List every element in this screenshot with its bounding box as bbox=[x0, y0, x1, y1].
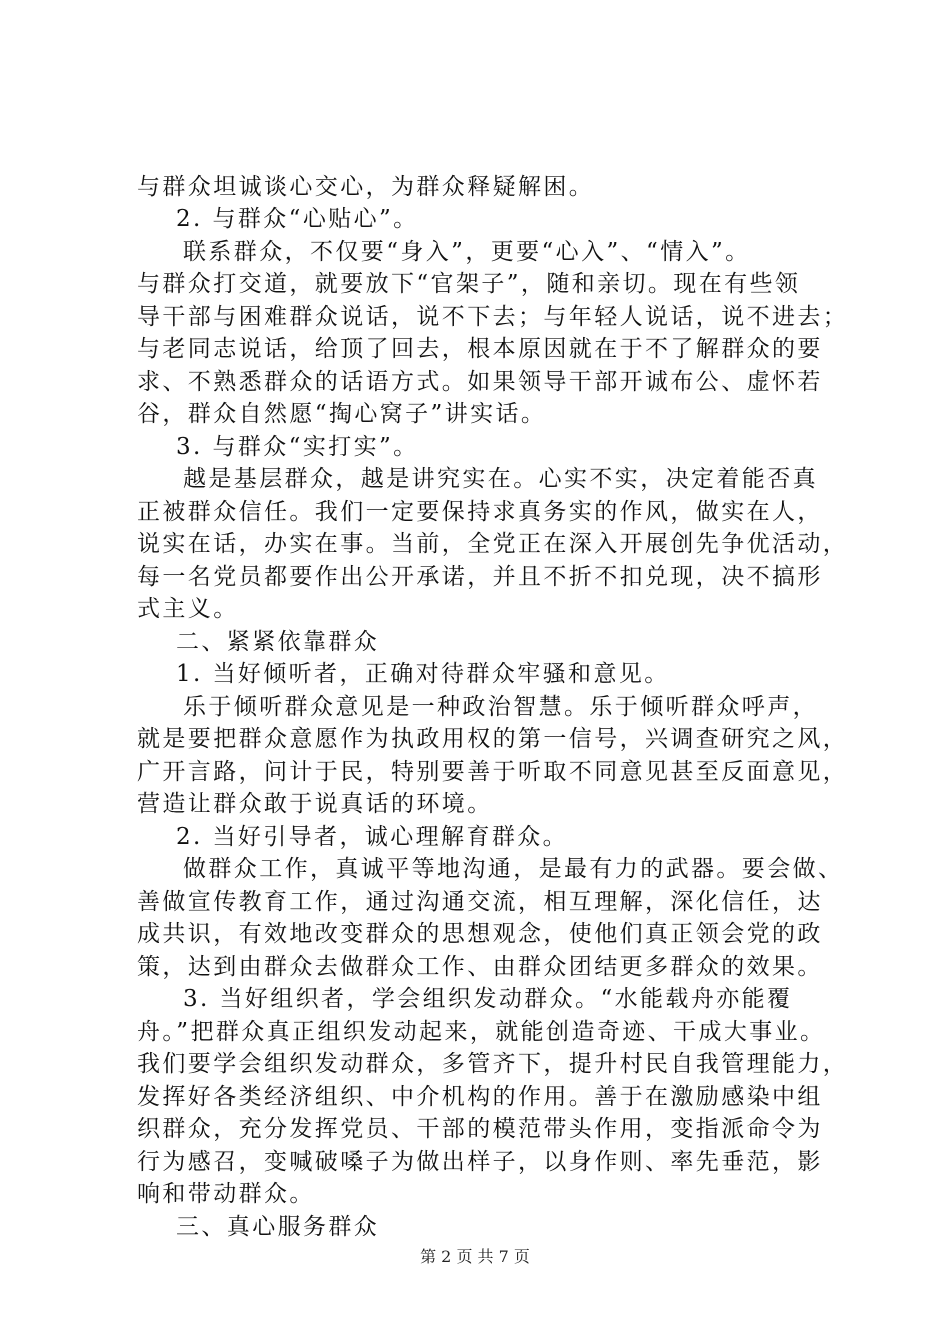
section-heading: 三、真心服务群众 bbox=[176, 1214, 380, 1240]
text-line: 每一名党员都要作出公开承诺，并且不折不扣兑现，决不搞形 bbox=[137, 564, 823, 590]
subheading-line: 3. 当好组织者，学会组织发动群众。“水能载舟亦能覆 bbox=[183, 986, 793, 1012]
subheading-line: 3. 与群众“实打实”。 bbox=[176, 434, 419, 460]
subheading-line: 2. 当好引导者，诚心理解育群众。 bbox=[176, 824, 569, 850]
text-line: 与群众坦诚谈心交心，为群众释疑解困。 bbox=[137, 174, 595, 200]
text-line: 与老同志说话，给顶了回去，根本原因就在于不了解群众的要 bbox=[137, 336, 823, 362]
text-line: 乐于倾听群众意见是一种政治智慧。乐于倾听群众呼声， bbox=[183, 694, 818, 720]
subheading-line: 2. 与群众“心贴心”。 bbox=[176, 206, 419, 232]
text-line: 营造让群众敢于说真话的环境。 bbox=[137, 791, 493, 817]
text-line: 求、不熟悉群众的话语方式。如果领导干部开诚布公、虚怀若 bbox=[137, 369, 823, 395]
section-heading: 二、紧紧依靠群众 bbox=[176, 629, 380, 655]
text-line: 我们要学会组织发动群众，多管齐下，提升村民自我管理能力， bbox=[137, 1051, 849, 1077]
text-line: 正被群众信任。我们一定要保持求真务实的作风，做实在人， bbox=[137, 499, 823, 525]
text-line: 联系群众，不仅要“身入”，更要“心入”、“情入”。 bbox=[183, 239, 751, 265]
text-line: 响和带动群众。 bbox=[137, 1181, 315, 1207]
text-line: 式主义。 bbox=[137, 596, 239, 622]
text-line: 织群众，充分发挥党员、干部的模范带头作用，变指派命令为 bbox=[137, 1116, 823, 1142]
page-number: 第 2 页 共 7 页 bbox=[420, 1247, 530, 1266]
text-line: 行为感召，变喊破嗓子为做出样子，以身作则、率先垂范，影 bbox=[137, 1149, 823, 1175]
text-line: 策，达到由群众去做群众工作、由群众团结更多群众的效果。 bbox=[137, 954, 823, 980]
text-line: 广开言路，问计于民，特别要善于听取不同意见甚至反面意见， bbox=[137, 759, 849, 785]
text-line: 成共识，有效地改变群众的思想观念，使他们真正领会党的政 bbox=[137, 921, 823, 947]
subheading-line: 1. 当好倾听者，正确对待群众牢骚和意见。 bbox=[176, 661, 670, 687]
page-footer bbox=[0, 1246, 950, 1268]
text-line: 导干部与困难群众说话，说不下去；与年轻人说话，说不进去； bbox=[137, 304, 849, 330]
text-line: 舟。”把群众真正组织发动起来，就能创造奇迹、干成大事业。 bbox=[137, 1019, 826, 1045]
text-line: 做群众工作，真诚平等地沟通，是最有力的武器。要会做、 bbox=[183, 856, 844, 882]
text-line: 就是要把群众意愿作为执政用权的第一信号，兴调查研究之风， bbox=[137, 726, 849, 752]
text-line: 谷，群众自然愿“掏心窝子”讲实话。 bbox=[137, 401, 547, 427]
text-line: 发挥好各类经济组织、中介机构的作用。善于在激励感染中组 bbox=[137, 1084, 823, 1110]
text-line: 与群众打交道，就要放下“官架子”，随和亲切。现在有些领 bbox=[137, 271, 801, 297]
text-line: 善做宣传教育工作，通过沟通交流，相互理解，深化信任，达 bbox=[137, 889, 823, 915]
text-line: 越是基层群众，越是讲究实在。心实不实，决定着能否真 bbox=[183, 466, 818, 492]
text-line: 说实在话，办实在事。当前，全党正在深入开展创先争优活动， bbox=[137, 531, 849, 557]
